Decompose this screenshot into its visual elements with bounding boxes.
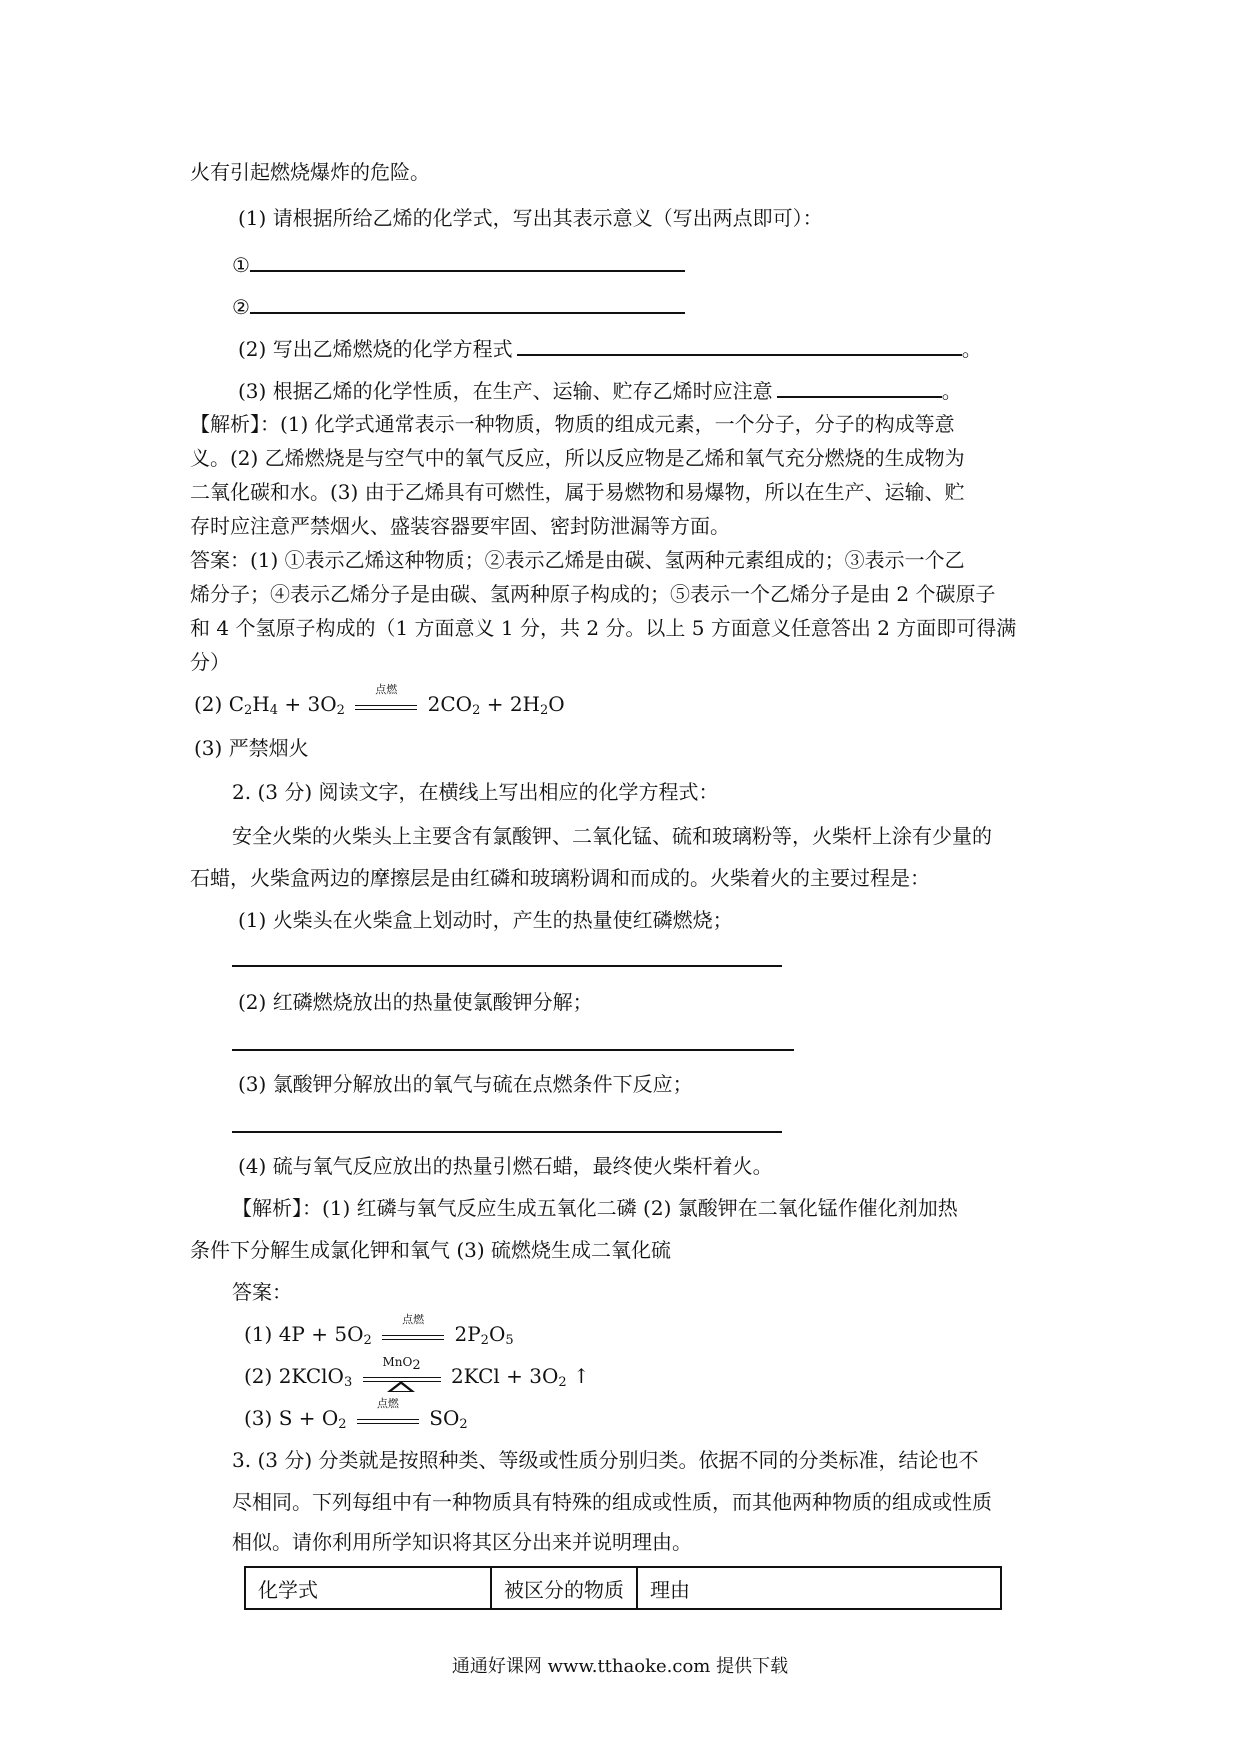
reaction-condition-arrow	[357, 1396, 419, 1431]
q1-equation-combustion	[194, 682, 565, 719]
answer-blank[interactable]	[250, 294, 685, 314]
q2-step-1: (1) 火柴头在火柴盒上划动时，产生的热量使红磷燃烧；	[238, 908, 733, 932]
q1-analysis-line-1: 【解析】：(1) 化学式通常表示一种物质，物质的组成元素，一个分子，分子的构成等意	[190, 412, 955, 436]
reaction-condition-arrow	[382, 1312, 444, 1347]
q2-heading: 2. (3 分) 阅读文字，在横线上写出相应的化学方程式：	[232, 780, 719, 804]
period: 。	[961, 337, 982, 361]
q2-equation-3	[244, 1396, 468, 1433]
header-distinguished-substance: 被区分的物质	[491, 1567, 637, 1609]
condition-label: 点燃	[402, 1312, 425, 1326]
q1-analysis-line-4: 存时应注意严禁烟火、盛装容器要牢固、密封防泄漏等方面。	[190, 514, 730, 538]
q2-equation-1	[244, 1312, 514, 1349]
table-header-row	[245, 1567, 1001, 1609]
condition-label: 点燃	[375, 682, 398, 696]
answer-line[interactable]	[232, 1049, 794, 1051]
q1-answer-line-1: 答案：(1) ①表示乙烯这种物质；②表示乙烯是由碳、氢两种元素组成的；③表示一个乙	[190, 548, 965, 572]
classification-table	[244, 1566, 1002, 1610]
q2-step-4: (4) 硫与氧气反应放出的热量引燃石蜡，最终使火柴杆着火。	[238, 1154, 773, 1178]
q1-part3	[238, 378, 962, 403]
answer-line[interactable]	[232, 1131, 782, 1133]
q1-part1: (1) 请根据所给乙烯的化学式，写出其表示意义（写出两点即可）：	[238, 206, 823, 230]
q1-part3-text: (3) 根据乙烯的化学性质，在生产、运输、贮存乙烯时应注意	[238, 379, 773, 403]
products: $SO_2$	[429, 1406, 468, 1432]
q1-part2	[238, 336, 982, 361]
q1-answer-line-3: 和 4 个氢原子构成的（1 方面意义 1 分，共 2 分。以上 5 方面意义任意答出 2 方面即可得满	[190, 616, 1017, 640]
q1-analysis-line-3: 二氧化碳和水。(3) 由于乙烯具有可燃性，属于易燃物和易爆物，所以在生产、运输、贮	[190, 480, 965, 504]
reaction-condition-arrow	[355, 682, 417, 717]
q1-analysis-line-2: 义。(2) 乙烯燃烧是与空气中的氧气反应，所以反应物是乙烯和氧气充分燃烧的生成物为	[190, 446, 965, 470]
circled-two: ②	[232, 295, 250, 319]
reactants: $S + O_2$	[278, 1406, 347, 1432]
q3-text-line-2: 尽相同。下列每组中有一种物质具有特殊的组成或性质，而其他两种物质的组成或性质	[232, 1490, 992, 1514]
q2-text-line-2: 石蜡，火柴盒两边的摩擦层是由红磷和玻璃粉调和而成的。火柴着火的主要过程是：	[190, 866, 930, 890]
equation-label: (1)	[244, 1322, 273, 1346]
q1-continuation: 火有引起燃烧爆炸的危险。	[190, 160, 430, 184]
answer-blank[interactable]	[517, 336, 962, 356]
q1-blank2-line	[232, 294, 685, 319]
header-formula: 化学式	[245, 1567, 491, 1609]
q1-part2-text: (2) 写出乙烯燃烧的化学方程式	[238, 337, 513, 361]
equation-label: (3)	[244, 1406, 273, 1430]
products: $2KCl + 3O_2$ ↑	[450, 1364, 590, 1390]
q2-text-line-1: 安全火柴的火柴头上主要含有氯酸钾、二氧化锰、硫和玻璃粉等，火柴杆上涂有少量的	[232, 824, 992, 848]
q1-answer-3: (3) 严禁烟火	[194, 736, 309, 760]
equation-label: (2)	[244, 1364, 273, 1388]
condition-label: 点燃	[376, 1396, 399, 1410]
page-footer: 通通好课网 www.tthaoke.com 提供下载	[451, 1656, 789, 1677]
equation-label: (2)	[194, 692, 223, 716]
q3-text-line-3: 相似。请你利用所学知识将其区分出来并说明理由。	[232, 1530, 692, 1554]
header-reason: 理由	[637, 1567, 1001, 1609]
q2-step-2: (2) 红磷燃烧放出的热量使氯酸钾分解；	[238, 990, 593, 1014]
answer-line[interactable]	[232, 965, 782, 967]
q2-analysis-line-1: 【解析】：(1) 红磷与氧气反应生成五氧化二磷 (2) 氯酸钾在二氧化锰作催化剂加热	[232, 1196, 958, 1220]
products: $2P_2O_5$	[454, 1322, 514, 1348]
q3-text-line-1: 3. (3 分) 分类就是按照种类、等级或性质分别归类。依据不同的分类标准，结论也不	[232, 1448, 979, 1472]
answer-blank[interactable]	[250, 252, 685, 272]
q2-answer-label: 答案：	[232, 1280, 292, 1304]
reactants: 2KClO$_3$	[278, 1364, 353, 1390]
products: $2CO_2 + 2H_2O$	[427, 692, 565, 718]
q1-answer-line-4: 分）	[190, 650, 230, 674]
catalyst-label: MnO$_2$	[382, 1354, 421, 1373]
q1-blank1-line	[232, 252, 685, 277]
q1-answer-line-2: 烯分子；④表示乙烯分子是由碳、氢两种原子构成的；⑤表示一个乙烯分子是由 2 个碳原子	[190, 582, 996, 606]
q2-equation-2	[244, 1354, 590, 1391]
circled-one: ①	[232, 253, 250, 277]
reactants: $4P + 5O_2$	[278, 1322, 372, 1348]
answer-blank[interactable]	[777, 378, 942, 398]
catalyst-heat-arrow	[363, 1354, 441, 1389]
q2-step-3: (3) 氯酸钾分解放出的氧气与硫在点燃条件下反应；	[238, 1072, 693, 1096]
period: 。	[941, 379, 962, 403]
q2-analysis-line-2: 条件下分解生成氯化钾和氧气 (3) 硫燃烧生成二氧化硫	[190, 1238, 672, 1262]
reactants: $C_2H_4 + 3O_2$	[228, 692, 345, 718]
